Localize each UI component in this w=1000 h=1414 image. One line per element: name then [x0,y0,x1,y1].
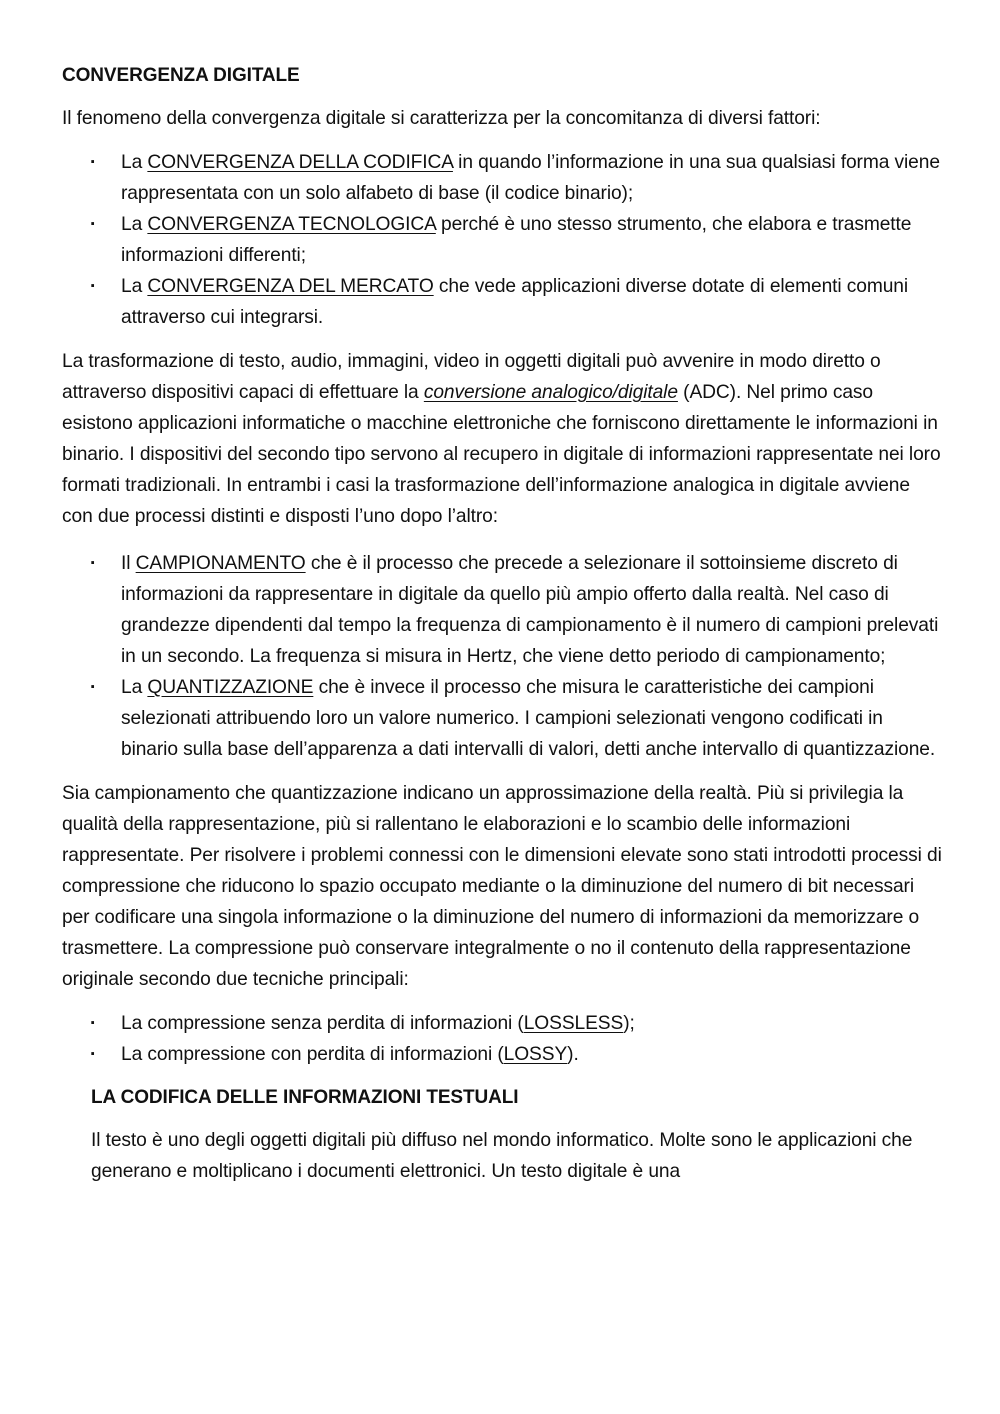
item-text: La [121,152,148,173]
intro-paragraph: Il fenomeno della convergenza digitale si caratterizza per la concomitanza di diversi fattori: [62,108,821,129]
item-text: ). [567,1044,579,1065]
underlined-term: QUANTIZZAZIONE [147,677,314,698]
underlined-term: CONVERGENZA DEL MERCATO [147,276,434,297]
convergence-list [62,147,942,333]
underlined-term: LOSSY [503,1044,568,1065]
underlined-term: CAMPIONAMENTO [135,553,306,574]
compression-list [62,1008,942,1070]
item-text: La [121,677,148,698]
item-text: ); [623,1013,635,1034]
underlined-italic-term: conversione analogico/digitale [423,382,678,403]
list-item [121,548,942,672]
transform-paragraph [62,346,942,532]
item-text: che è il processo che precede a selezionare il sottoinsieme discreto di informazioni da rappresentare in digitale da quello più ampio offerto dalla realtà. Nel caso di grandezze dipendenti dal tempo la frequenza di campionamento è il numero di campioni prelevati in un secondo. La frequenza si misura in Hertz, che viene detto periodo di campionamento; [121,553,939,667]
underlined-term: CONVERGENZA TECNOLOGICA [147,214,436,235]
process-list [62,548,942,765]
page-title: CONVERGENZA DIGITALE [62,65,300,86]
list-item [121,672,942,765]
item-text: La [121,276,148,297]
list-item [121,271,942,333]
paragraph-text: La trasformazione di testo, audio, immagini, video in oggetti digitali può avvenire in modo diretto o attraverso dispositivi capaci di effettuare la [62,351,881,403]
item-text: La compressione senza perdita di informazioni ( [121,1013,524,1034]
item-text: La compressione con perdita di informazioni ( [121,1044,504,1065]
item-text: La [121,214,148,235]
list-item [121,1008,942,1039]
section-subtitle: LA CODIFICA DELLE INFORMAZIONI TESTUALI [91,1087,519,1108]
underlined-term: LOSSLESS [523,1013,624,1034]
paragraph-text: (ADC). Nel primo caso esistono applicazioni informatiche o macchine elettroniche che forniscono direttamente le informazioni in binario. I dispositivi del secondo tipo servono al recupero in digitale di informazioni rappresentate nei loro formati tradizionali. In entrambi i casi la trasformazione dell’informazione analogica in digitale avviene con due processi distinti e disposti l’uno dopo l’altro: [62,382,941,527]
item-text: in quando l’informazione in una sua qualsiasi forma viene rappresentata con un solo alfabeto di base (il codice binario); [121,152,940,204]
underlined-term: CONVERGENZA DELLA CODIFICA [147,152,453,173]
document-page [62,60,942,1187]
item-text: perché è uno stesso strumento, che elabora e trasmette informazioni differenti; [121,214,912,266]
list-item [121,209,942,271]
item-text: che vede applicazioni diverse dotate di elementi comuni attraverso cui integrarsi. [121,276,909,328]
list-item [121,147,942,209]
item-text: Il [121,553,136,574]
text-paragraph: Il testo è uno degli oggetti digitali più diffuso nel mondo informatico. Molte sono le applicazioni che generano e moltiplicano i documenti elettronici. Un testo digitale è una [91,1130,913,1182]
list-item [121,1039,942,1070]
compression-paragraph: Sia campionamento che quantizzazione indicano un approssimazione della realtà. Più si privilegia la qualità della rappresentazione, più si rallentano le elaborazioni e lo scambio delle informazioni rappresentate. Per risolvere i problemi connessi con le dimensioni elevate sono stati introdotti processi di compressione che riducono lo spazio occupato mediante o la diminuzione del numero di bit necessari per codificare una singola informazione o la diminuzione del numero di informazioni da memorizzare o trasmettere. La compressione può conservare integralmente o no il contenuto della rappresentazione originale secondo due tecniche principali: [62,783,942,990]
item-text: che è invece il processo che misura le caratteristiche dei campioni selezionati attribuendo loro un valore numerico. I campioni selezionati vengono codificati in binario sulla base dell’apparenza a dati intervalli di valori, detti anche intervallo di quantizzazione. [121,677,936,760]
